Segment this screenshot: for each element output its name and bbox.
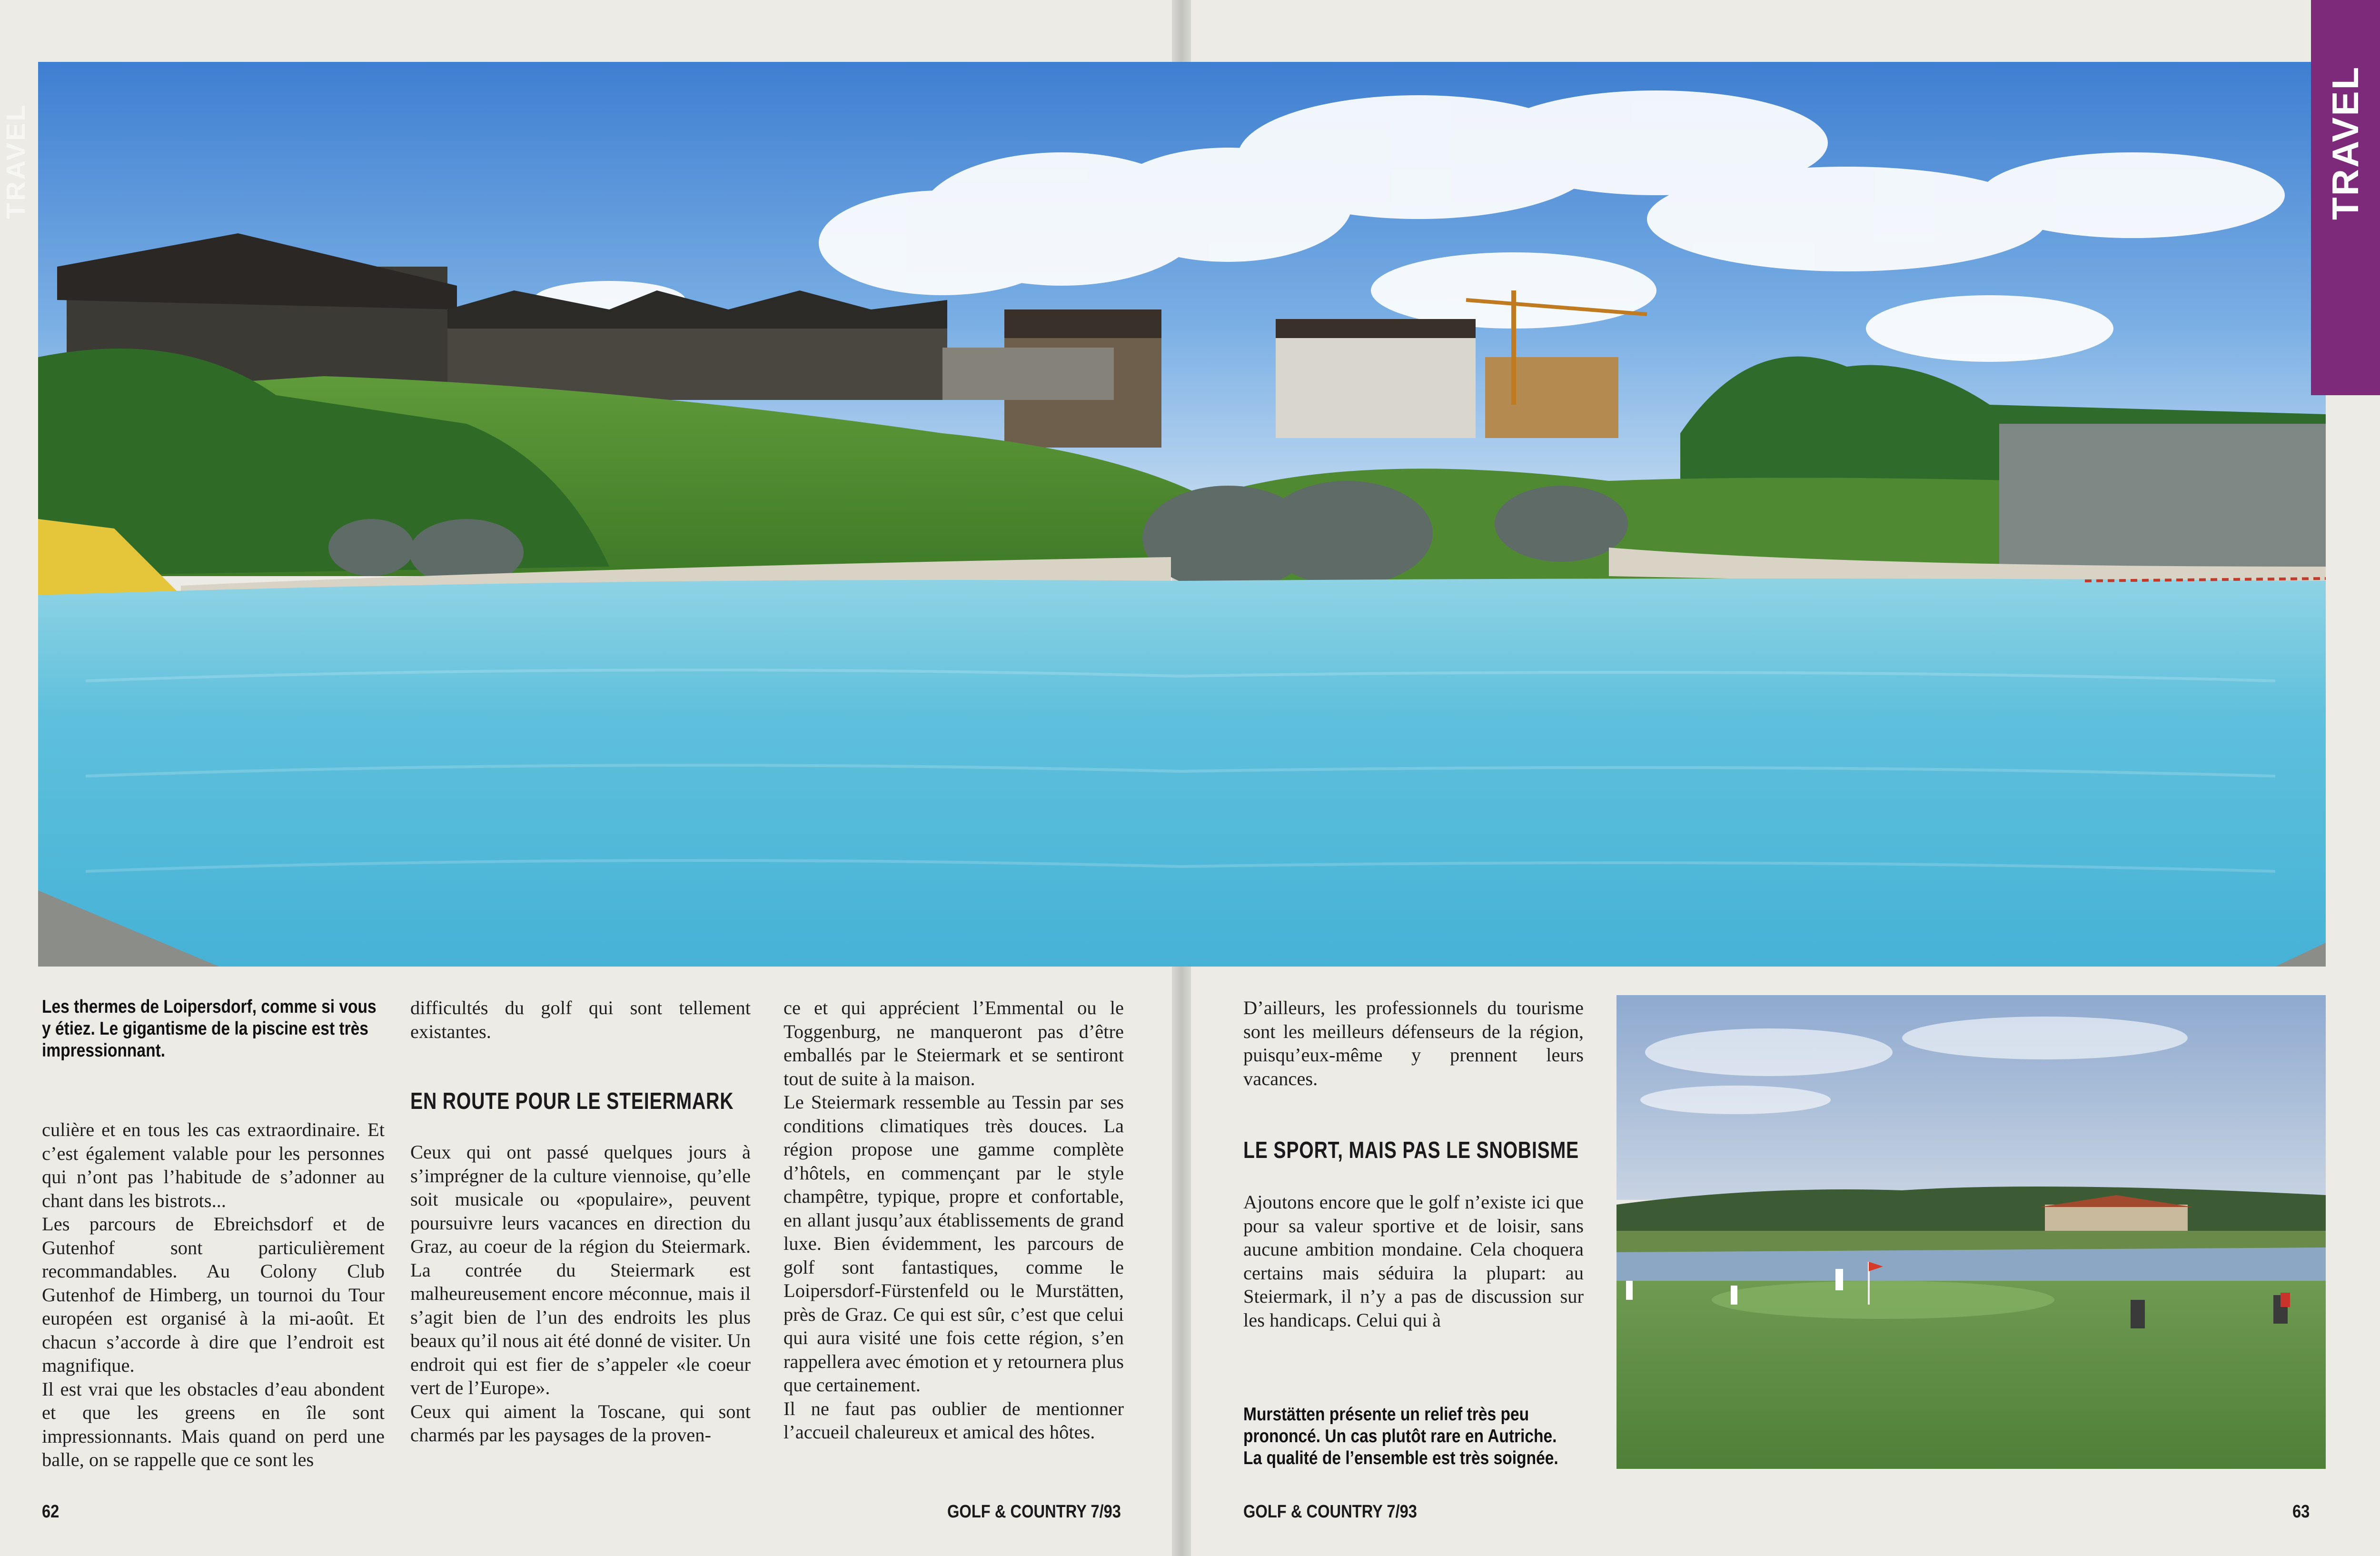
column-2-top <box>410 996 751 1043</box>
column-1 <box>42 1118 385 1472</box>
caption-bottom: Murstätten présente un relief très peu prononcé. Un cas plutôt rare en Autriche. La qualité de l’ensemble est très soignée. <box>1243 1404 1558 1468</box>
left-section-label: TRAVEL <box>0 103 30 219</box>
magazine-issue-left: GOLF & COUNTRY 7/93 <box>947 1502 1121 1522</box>
caption-top: Les thermes de Loipersdorf, comme si vous y étiez. Le gigantisme de la piscine est très impressionnant. <box>42 997 377 1061</box>
paragraph: Ceux qui aiment la Toscane, qui sont charmés par les paysages de la proven- <box>410 1400 751 1446</box>
paragraph: culière et en tous les cas extraordinaire. Et c’est également valable pour les personnes qui n’ont pas l’habitude de s’adonner au chant dans les bistrots... <box>42 1119 385 1211</box>
paragraph: Il ne faut pas oublier de mentionner l’accueil chaleureux et amical des hôtes. <box>783 1397 1124 1443</box>
column-3 <box>783 996 1124 1444</box>
column-2 <box>410 1140 751 1447</box>
paragraph: ce et qui apprécient l’Emmental ou le Toggenburg, ne manqueront pas d’être emballés par le Steiermark et se sentiront tout de suite à la maison. <box>783 997 1124 1089</box>
golf-course-photo <box>1616 995 2326 1469</box>
page-number-left: 62 <box>42 1502 60 1522</box>
paragraph: difficultés du golf qui sont tellement existantes. <box>410 997 751 1042</box>
page-number-right: 63 <box>2292 1502 2310 1522</box>
paragraph: D’ailleurs, les professionnels du tourisme sont les meilleurs défenseurs de la région, puisqu’eux-même y prennent leurs vacances. <box>1243 997 1584 1089</box>
thermal-pool-photo <box>38 62 2326 967</box>
travel-section-label: TRAVEL <box>2324 65 2366 220</box>
paragraph: Il est vrai que les obstacles d’eau abondent et que les greens en île sont impressionnants. Mais quand on perd une balle, on se rappelle que ce sont les <box>42 1378 385 1470</box>
paragraph: Ceux qui ont passé quelques jours à s’imprégner de la culture viennoise, qu’elle soit musicale ou «populaire», peuvent poursuivre leurs vacances en direction du Graz, au coeur de la région du Steiermark. La contrée du Steiermark est malheureusement encore méconnue, mais il s’agit bien de l’un des endroits les plus beaux qu’il nous ait été donné de visiter. Un endroit qui est fier de s’appeler «le coeur vert de l’Europe». <box>410 1141 751 1398</box>
paragraph: Le Steiermark ressemble au Tessin par ses conditions climatiques très douces. La région propose une gamme complète d’hôtels, en commençant par le style champêtre, typique, propre et confortable, en allant jusqu’aux établissements de grand luxe. Bien évidemment, les parcours de golf sont fantastiques, comme le Loipersdorf-Fürstenfeld ou le Murstätten, près de Graz. Ce qui est sûr, c’est que celui qui aura visité une fois cette région, s’en rappellera avec émotion et y retournera plus que certainement. <box>783 1091 1124 1396</box>
section-heading-steiermark: EN ROUTE POUR LE STEIERMARK <box>410 1088 734 1114</box>
magazine-issue-right: GOLF & COUNTRY 7/93 <box>1243 1502 1417 1522</box>
section-heading-sport: LE SPORT, MAIS PAS LE SNOBISME <box>1243 1137 1579 1163</box>
paragraph: Ajoutons encore que le golf n’existe ici que pour sa valeur sportive et de loisir, sans aucune ambition mondaine. Cela choquera certains mais séduira la plupart: au Steiermark, il n’y a pas de discussion sur les handicaps. Celui qui à <box>1243 1191 1584 1331</box>
paragraph: Les parcours de Ebreichsdorf et de Gutenhof sont particulièrement recommandables. Au Colony Club Gutenhof de Himberg, un tournoi du Tour européen est organisé à la mi-août. Et chacun s’accorde à dire que l’endroit est magnifique. <box>42 1213 385 1376</box>
column-4 <box>1243 1190 1584 1332</box>
column-4-top <box>1243 996 1584 1090</box>
